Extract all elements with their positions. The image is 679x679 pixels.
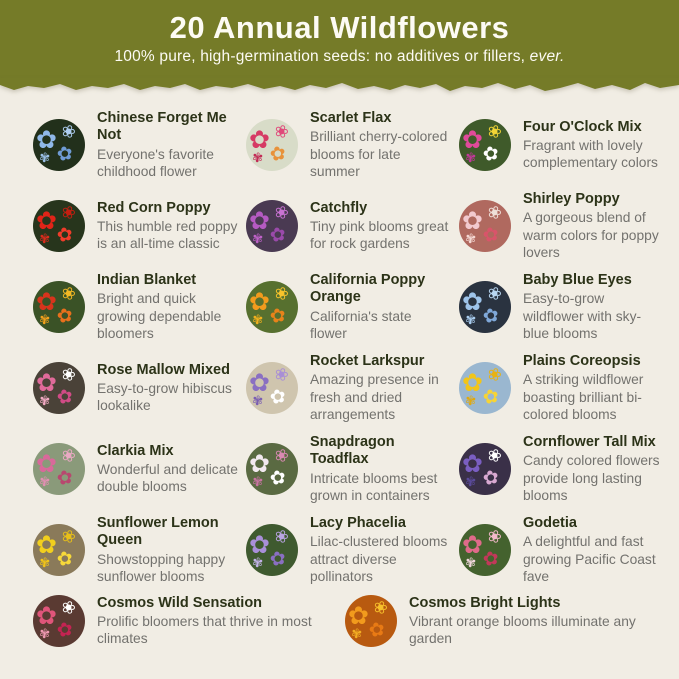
flower-description: A delightful and fast growing Pacific Coast fave [523, 534, 656, 584]
flower-text [523, 119, 665, 171]
flower-text [97, 595, 343, 647]
flower-icon: ✿ [54, 303, 75, 329]
flower-description: Showstopping happy sunflower blooms [97, 551, 226, 584]
flower-icon: ✾ [251, 393, 264, 410]
flower-icon: ✿ [480, 141, 501, 167]
flower-icon: ❀ [58, 201, 79, 225]
flower-text [97, 515, 239, 584]
flower-icon: ✿ [54, 546, 75, 572]
flower-description: Vibrant orange blooms illuminate any garden [409, 614, 636, 647]
flower-list-item [246, 349, 459, 427]
torn-paper-edge [0, 78, 679, 94]
flower-icon: ❀ [58, 444, 79, 468]
flower-photo [33, 524, 85, 576]
flower-icon: ❀ [484, 201, 505, 225]
flower-icon: ❀ [58, 596, 79, 620]
flower-icon: ❀ [58, 525, 79, 549]
flower-list-item [246, 511, 459, 589]
flower-name: Cosmos Wild Sensation [97, 595, 263, 611]
flower-icon: ✿ [54, 465, 75, 491]
flower-list-item [246, 430, 459, 508]
flower-icon: ✾ [38, 474, 51, 491]
flower-name: Catchfly [310, 199, 368, 216]
flower-description: Bright and quick growing dependable bloomers [97, 291, 222, 341]
flower-name: Sunflower Lemon Queen [97, 515, 219, 549]
flower-list-item [246, 106, 459, 184]
flower-name: Red Corn Poppy [97, 199, 211, 216]
subtitle-text: 100% pure, high-germination seeds: no additives or fillers, [114, 48, 530, 65]
flower-list-item [33, 511, 246, 589]
flower-icon: ✿ [267, 303, 288, 329]
flower-icon: ❀ [484, 282, 505, 306]
flower-icon: ✾ [251, 312, 264, 329]
flower-icon: ✿ [462, 368, 483, 397]
flower-icon: ❀ [271, 201, 292, 225]
flower-text [97, 200, 239, 252]
flower-photo [345, 595, 397, 647]
flower-icon: ✾ [464, 312, 477, 329]
flower-icon: ✿ [348, 601, 369, 631]
flower-icon: ❀ [484, 525, 505, 549]
flower-icon: ✾ [464, 393, 477, 410]
flower-icon: ✾ [251, 474, 264, 491]
flower-list-item [459, 268, 675, 346]
flower-icon: ✿ [54, 617, 75, 643]
flower-icon: ❀ [271, 444, 292, 468]
flower-photo [33, 119, 85, 171]
flower-list-item [33, 595, 345, 647]
flower-icon: ✿ [249, 206, 270, 235]
flower-name: Godetia [523, 515, 577, 532]
flower-icon: ✿ [249, 287, 270, 316]
flower-icon: ✾ [38, 626, 51, 643]
flower-text [523, 434, 665, 503]
flower-list-item [246, 268, 459, 346]
flower-name: Baby Blue Eyes [523, 272, 632, 289]
flower-list-item [459, 511, 675, 589]
flower-text [523, 191, 665, 260]
flower-description: Wonderful and delicate double blooms [97, 461, 238, 495]
flower-icon: ✿ [36, 125, 57, 154]
flower-name: Chinese Forget Me Not [97, 110, 227, 144]
flower-list-item [246, 187, 459, 265]
flower-icon: ✿ [366, 617, 387, 643]
flower-name: Scarlet Flax [310, 110, 392, 127]
flower-name: Lacy Phacelia [310, 515, 406, 532]
flower-list-item [33, 349, 246, 427]
flower-icon: ✿ [480, 384, 501, 410]
flower-icon: ❀ [271, 525, 292, 549]
flower-icon: ✿ [267, 546, 288, 572]
flower-photo [33, 200, 85, 252]
flower-text [523, 353, 665, 422]
flower-text [97, 443, 239, 495]
flower-description: Easy-to-grow wildflower with sky-blue blooms [523, 291, 642, 341]
flower-photo [459, 119, 511, 171]
flower-description: A gorgeous blend of warm colors for poppy lovers [523, 210, 659, 260]
flower-icon: ✾ [464, 474, 477, 491]
flower-icon: ✿ [249, 368, 270, 397]
flower-text [310, 515, 452, 584]
flower-description: Fragrant with lovely complementary colors [523, 137, 658, 171]
subtitle-emphasis: ever. [529, 48, 565, 65]
flower-icon: ✿ [36, 287, 57, 316]
flower-icon: ❀ [271, 120, 292, 144]
flower-icon: ✿ [249, 530, 270, 559]
flower-text [97, 362, 239, 414]
flower-icon: ✿ [462, 449, 483, 478]
page-title: 20 Annual Wildflowers [169, 10, 510, 45]
flower-icon: ✿ [462, 206, 483, 235]
flower-icon: ✿ [249, 125, 270, 154]
flower-text [310, 353, 452, 422]
flower-icon: ✾ [350, 626, 363, 643]
flower-text [310, 272, 452, 341]
flower-grid-bottom [0, 589, 679, 647]
flower-icon: ✾ [464, 231, 477, 248]
flower-icon: ✾ [251, 555, 264, 572]
flower-photo [33, 362, 85, 414]
flower-text [310, 434, 452, 503]
flower-icon: ❀ [58, 120, 79, 144]
flower-list-item [33, 430, 246, 508]
flower-photo [459, 281, 511, 333]
flower-photo [246, 362, 298, 414]
flower-icon: ✿ [462, 530, 483, 559]
flower-icon: ✿ [480, 222, 501, 248]
flower-photo [459, 200, 511, 252]
flower-list-item [459, 349, 675, 427]
flower-name: Four O'Clock Mix [523, 118, 642, 135]
flower-icon: ✾ [464, 150, 477, 167]
flower-icon: ❀ [271, 282, 292, 306]
flower-icon: ✿ [249, 449, 270, 478]
flower-photo [459, 524, 511, 576]
flower-name: Shirley Poppy [523, 191, 620, 208]
flower-description: Everyone's favorite childhood flower [97, 146, 214, 179]
flower-icon: ✾ [38, 312, 51, 329]
flower-text [97, 272, 239, 341]
flower-photo [33, 595, 85, 647]
flower-text [310, 200, 452, 252]
flower-icon: ✾ [38, 555, 51, 572]
flower-icon: ✿ [54, 384, 75, 410]
flower-list-item [459, 106, 675, 184]
flower-icon: ✾ [38, 393, 51, 410]
flower-icon: ✿ [36, 601, 57, 631]
flower-icon: ✾ [251, 150, 264, 167]
flower-description: Lilac-clustered blooms attract diverse pollinators [310, 534, 448, 584]
flower-list-item [33, 106, 246, 184]
flower-icon: ✿ [36, 368, 57, 397]
flower-name: Clarkia Mix [97, 442, 174, 459]
flower-text [97, 110, 239, 179]
flower-icon: ✿ [462, 125, 483, 154]
flower-icon: ✿ [36, 530, 57, 559]
flower-list-item [33, 187, 246, 265]
flower-name: Cornflower Tall Mix [523, 434, 656, 451]
flower-description: Easy-to-grow hibiscus lookalike [97, 380, 232, 414]
flower-description: Candy colored flowers provide long lasting blooms [523, 453, 660, 503]
flower-name: Cosmos Bright Lights [409, 595, 561, 611]
flower-icon: ❀ [370, 596, 391, 620]
flower-grid [0, 94, 679, 589]
flower-photo [459, 362, 511, 414]
flower-list-item [33, 268, 246, 346]
flower-icon: ❀ [484, 363, 505, 387]
flower-name: Indian Blanket [97, 272, 197, 289]
flower-icon: ❀ [484, 444, 505, 468]
flower-description: A striking wildflower boasting brilliant bi-colored blooms [523, 372, 644, 422]
flower-photo [246, 524, 298, 576]
flower-icon: ❀ [58, 363, 79, 387]
flower-description: California's state flower [310, 308, 412, 341]
flower-name: California Poppy Orange [310, 272, 426, 306]
flower-icon: ✿ [54, 141, 75, 167]
flower-icon: ✾ [251, 231, 264, 248]
flower-description: Prolific bloomers that thrive in most climates [97, 614, 312, 647]
flower-icon: ✿ [36, 449, 57, 478]
flower-photo [246, 200, 298, 252]
flower-text [310, 110, 452, 179]
flower-icon: ✾ [38, 231, 51, 248]
flower-icon: ❀ [484, 120, 505, 144]
flower-photo [246, 281, 298, 333]
flower-icon: ✿ [480, 546, 501, 572]
page-subtitle [0, 48, 679, 66]
flower-icon: ✿ [36, 206, 57, 235]
flower-icon: ✿ [480, 465, 501, 491]
flower-list-item [345, 595, 665, 647]
flower-icon: ✿ [267, 222, 288, 248]
flower-icon: ✿ [480, 303, 501, 329]
flower-description: Brilliant cherry-colored blooms for late summer [310, 129, 448, 179]
flower-list-item [459, 430, 675, 508]
flower-description: Intricate blooms best grown in containers [310, 470, 438, 503]
flower-text [523, 515, 665, 584]
flower-icon: ✿ [267, 465, 288, 491]
flower-list-item [459, 187, 675, 265]
header-banner [0, 0, 679, 79]
flower-name: Plains Coreopsis [523, 353, 641, 370]
flower-description: This humble red poppy is an all-time classic [97, 218, 238, 252]
flower-description: Amazing presence in fresh and dried arrangements [310, 372, 439, 422]
flower-icon: ❀ [58, 282, 79, 306]
flower-icon: ❀ [271, 363, 292, 387]
flower-photo [246, 119, 298, 171]
flower-icon: ✿ [54, 222, 75, 248]
flower-photo [33, 281, 85, 333]
flower-description: Tiny pink blooms great for rock gardens [310, 218, 449, 252]
flower-name: Rose Mallow Mixed [97, 361, 230, 378]
flower-icon: ✿ [267, 141, 288, 167]
flower-icon: ✾ [38, 150, 51, 167]
flower-icon: ✿ [462, 287, 483, 316]
flower-icon: ✿ [267, 384, 288, 410]
flower-text [523, 272, 665, 341]
flower-photo [33, 443, 85, 495]
flower-photo [246, 443, 298, 495]
flower-icon: ✾ [464, 555, 477, 572]
flower-name: Rocket Larkspur [310, 353, 425, 370]
flower-name: Snapdragon Toadflax [310, 434, 395, 468]
flower-text [409, 595, 655, 647]
flower-photo [459, 443, 511, 495]
